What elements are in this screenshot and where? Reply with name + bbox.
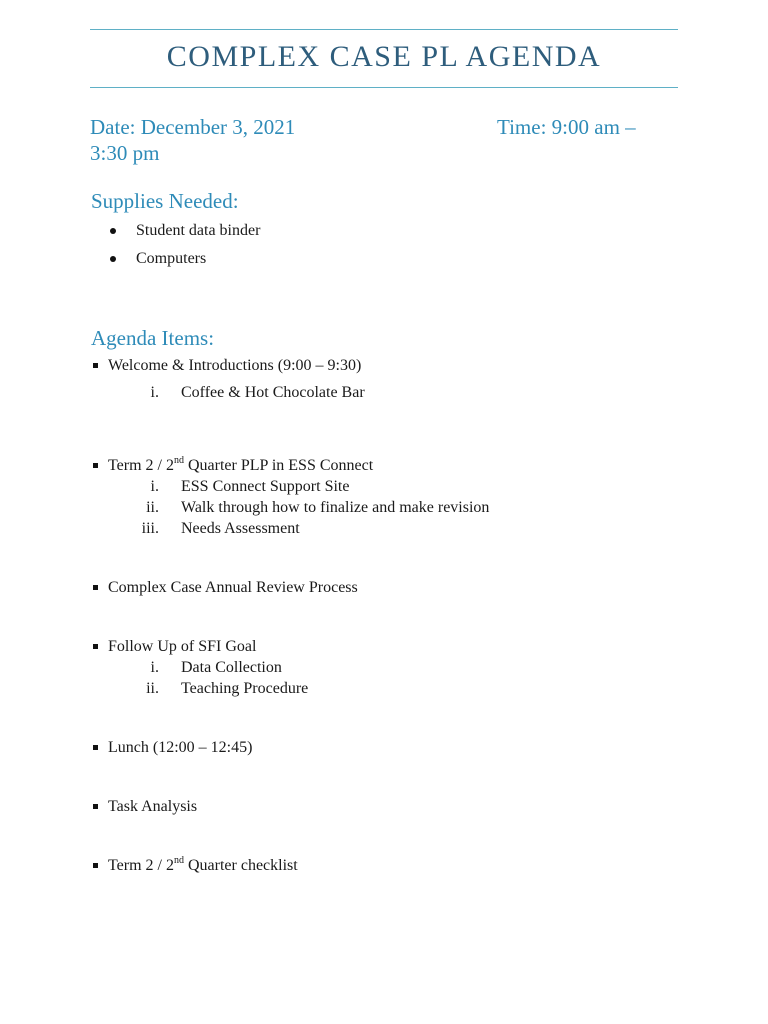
agenda-item <box>108 856 298 876</box>
agenda-item <box>108 456 373 476</box>
agenda-item: Welcome & Introductions (9:00 – 9:30) <box>108 357 362 374</box>
agenda-subitem <box>146 498 490 518</box>
subitem-text: Data Collection <box>181 659 282 676</box>
agenda-subitem <box>150 383 365 403</box>
supply-item: Computers <box>136 250 207 267</box>
agenda-item-text: Quarter PLP in ESS Connect <box>183 457 374 474</box>
subitem-text: Coffee & Hot Chocolate Bar <box>181 384 365 401</box>
subitem-number: i. <box>150 478 159 495</box>
agenda-heading: Agenda Items: <box>91 326 215 350</box>
agenda-item: Complex Case Annual Review Process <box>108 579 358 596</box>
superscript: nd <box>173 455 184 466</box>
supply-item: Student data binder <box>136 222 261 239</box>
date-time-line <box>90 114 660 141</box>
subitem-text: Needs Assessment <box>181 520 300 537</box>
date-text: Date: December 3, 2021 <box>90 115 296 139</box>
agenda-subitem <box>150 658 282 678</box>
bottom-rule <box>90 87 678 88</box>
agenda-item-text: Quarter checklist <box>183 857 298 874</box>
time-end-text: 3:30 pm <box>90 141 160 165</box>
agenda-item: Lunch (12:00 – 12:45) <box>108 739 253 756</box>
subitem-number: i. <box>150 384 159 401</box>
agenda-item: Follow Up of SFI Goal <box>108 638 257 655</box>
agenda-subitem <box>141 519 300 539</box>
superscript: nd <box>173 855 184 866</box>
subitem-number: ii. <box>146 499 159 516</box>
supplies-heading: Supplies Needed: <box>91 189 239 213</box>
agenda-item-text: Term 2 / 2 <box>108 857 174 874</box>
subitem-text: Teaching Procedure <box>181 680 309 697</box>
subitem-text: Walk through how to finalize and make revision <box>181 499 490 516</box>
time-text: Time: 9:00 am – <box>497 115 636 139</box>
subitem-number: i. <box>150 659 159 676</box>
agenda-subitem <box>146 679 309 699</box>
subitem-number: ii. <box>146 680 159 697</box>
page-title: COMPLEX CASE PL AGENDA <box>166 40 602 73</box>
top-rule <box>90 29 678 30</box>
agenda-subitem <box>150 477 350 497</box>
agenda-item-text: Term 2 / 2 <box>108 457 174 474</box>
subitem-text: ESS Connect Support Site <box>181 478 350 495</box>
agenda-item: Task Analysis <box>108 798 198 815</box>
subitem-number: iii. <box>141 520 159 537</box>
